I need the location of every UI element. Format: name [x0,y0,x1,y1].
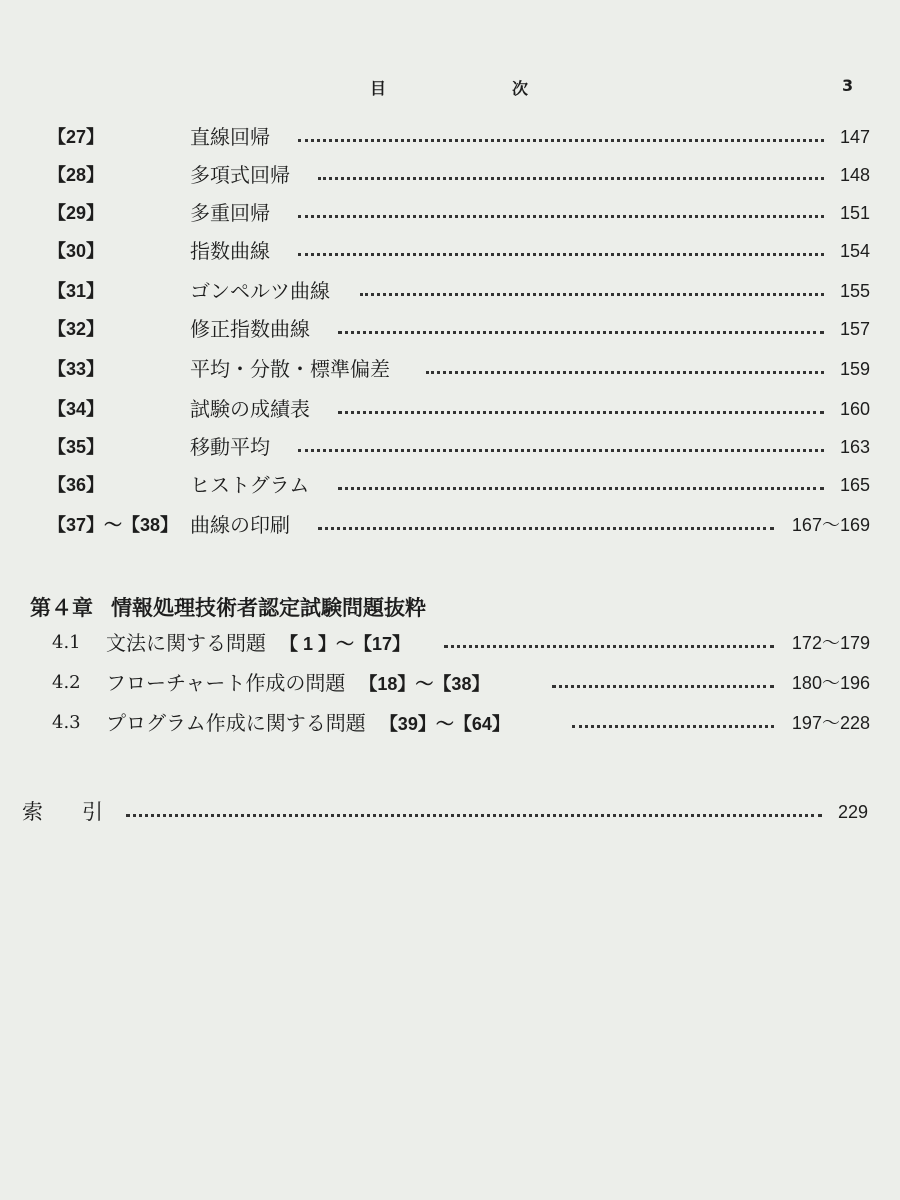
toc-entry [48,354,870,384]
section-title-group [106,668,489,699]
entry-number: 【31】 [48,281,105,301]
chapter-label: 第４章 [30,596,93,620]
entry-title: 多重回帰 [190,201,270,225]
dot-leader [360,293,824,296]
section-page: 180〜196 [791,673,870,693]
entry-page: 165 [839,475,870,495]
section-title: 文法に関する問題 [106,631,266,655]
entry-title: 多項式回帰 [190,163,290,187]
entry-page: 160 [839,399,870,419]
entry-title: 試験の成績表 [190,397,310,421]
section-page: 197〜228 [791,713,870,733]
entry-title: 曲線の印刷 [190,513,290,537]
dot-leader [298,215,824,218]
entry-page: 159 [839,359,870,379]
section-entry [52,668,870,698]
entry-number: 【29】 [48,203,105,223]
page-number: 3 [842,76,854,95]
entry-title: ヒストグラム [190,473,310,497]
entry-number: 【28】 [48,165,105,185]
dot-leader [298,253,824,256]
index-label-char-2: 引 [82,800,103,824]
entry-number: 【30】 [48,241,105,261]
dot-leader [572,725,774,728]
entry-page: 167〜169 [791,515,870,535]
entry-title: ゴンペルツ曲線 [190,279,330,303]
entry-title: 修正指数曲線 [190,317,310,341]
chapter-title: 情報処理技術者認定試験問題抜粋 [111,596,426,620]
section-number: 4.1 [52,632,81,653]
section-number: 4.2 [52,672,81,693]
entry-number: 【35】 [48,437,105,457]
entry-page: 155 [839,281,870,301]
section-title: プログラム作成に関する問題 [106,711,366,735]
problem-range: 【39】〜【64】 [379,714,510,734]
header-title-char-2: 次 [512,79,529,98]
entry-number: 【32】 [48,319,105,339]
entry-page: 151 [839,203,870,223]
toc-entry [48,236,870,266]
toc-entry [48,470,870,500]
toc-entry [48,314,870,344]
entry-page: 154 [839,241,870,261]
dot-leader [298,449,824,452]
dot-leader [338,487,824,490]
entry-page: 147 [839,127,870,147]
section-title-group [106,628,410,659]
dot-leader [298,139,824,142]
dot-leader [552,685,774,688]
entry-number: 【36】 [48,475,105,495]
dot-leader [318,527,774,530]
toc-entry [48,394,870,424]
problem-range: 【18】〜【38】 [359,674,490,694]
section-entry [52,708,870,738]
section-title: フローチャート作成の問題 [106,671,346,695]
entry-number: 【34】 [48,399,105,419]
toc-entry [48,122,870,152]
section-entry [52,628,870,658]
entry-title: 直線回帰 [190,125,270,149]
toc-entry [48,198,870,228]
toc-entry [48,432,870,462]
entry-page: 163 [839,437,870,457]
running-header [0,76,900,102]
section-page: 172〜179 [791,633,870,653]
dot-leader [338,411,824,414]
problem-range: 【 1 】〜【17】 [280,634,411,654]
section-title-group [106,708,510,739]
dot-leader [426,371,824,374]
section-number: 4.3 [52,712,81,733]
header-title-char-1: 目 [370,79,387,98]
dot-leader [318,177,824,180]
dot-leader [126,814,822,817]
index-label-char-1: 索 [22,800,43,824]
dot-leader [338,331,824,334]
toc-entry [48,510,870,540]
entry-title: 平均・分散・標準偏差 [190,357,390,381]
chapter-heading [30,592,444,622]
index-page: 229 [837,802,868,822]
toc-entry [48,276,870,306]
toc-entry [48,160,870,190]
dot-leader [444,645,774,648]
entry-title: 移動平均 [190,435,270,459]
entry-page: 148 [839,165,870,185]
entry-number: 【37】〜【38】 [48,515,179,535]
entry-number: 【33】 [48,359,105,379]
entry-page: 157 [839,319,870,339]
entry-number: 【27】 [48,127,105,147]
index-entry [22,796,868,828]
entry-title: 指数曲線 [190,239,270,263]
